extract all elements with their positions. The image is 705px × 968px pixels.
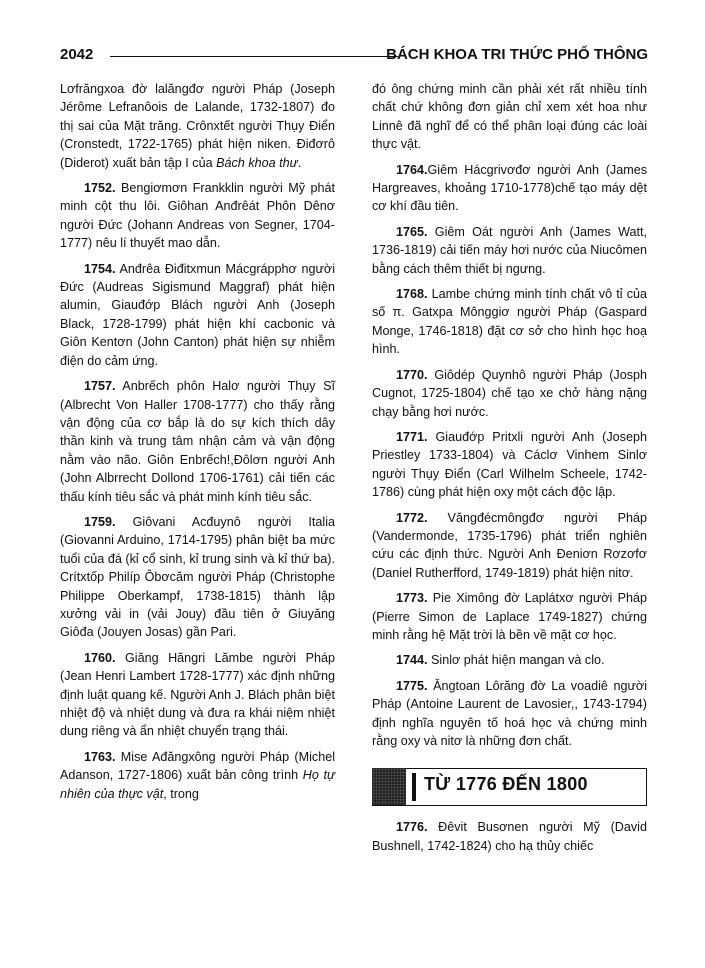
entry-paragraph xyxy=(372,285,647,359)
entry-paragraph xyxy=(372,80,647,154)
entry-text: Giêm Hácgrivơđơ người Anh (James Hargreaves, khoảng 1710-1778)chế tạo máy dệt cơ khí đầu tiên. xyxy=(372,162,647,214)
entry-text: Sinlơ phát hiện mangan và clo. xyxy=(427,653,605,668)
section-heading xyxy=(372,768,647,806)
entry-text: Bengiơmơn Frankklin người Mỹ phát minh cột thu lôi. Giôhan Anđrêát Phôn Dênơ người Đức (Johann Andreas von Segner, 1704-1777) nêu lí thuyết mao dẫn. xyxy=(60,181,335,251)
entry-year: 1764. xyxy=(396,162,428,177)
entry-text: Giauđớp Pritxli người Anh (Joseph Priestley 1733-1804) và Cáclơ Vinhem Sinlơ người Thụy Điển (Carl Wilhelm Scheele, 1742-1786) cùng phát hiện oxy một cách độc lập. xyxy=(372,429,647,500)
entry-text: Anbrếch phôn Halơ người Thụy Sĩ (Albrecht Von Haller 1708-1777) cho thấy rằng vận động của cơ bắp là do sự kích thích dây thần kinh và trung tâm nhận cảm và vận động nằm vào não. Giôn Enbrếch!,Đôlơn người Anh (John Albrrecht Dollond 1706-1761) cải tiến các thấu kính tiêu sắc và phát minh kính tiêu sắc. xyxy=(60,379,335,504)
section-bar xyxy=(412,773,416,801)
entry-year: 1775. xyxy=(396,678,428,693)
left-column xyxy=(60,80,335,810)
entry-year: 1757. xyxy=(84,379,116,394)
header-rule xyxy=(110,56,398,57)
entry-paragraph xyxy=(60,748,335,803)
entry-year: 1771. xyxy=(396,429,428,444)
page-header xyxy=(60,44,648,66)
entry-year: 1768. xyxy=(396,287,428,302)
entry-text: Giôdép Quynhô người Pháp (Josph Cugnot, 1725-1804) chế tạo xe chở hàng nặng chạy bằng hơi nước. xyxy=(372,367,647,419)
entry-text: Mise Ađăngxông người Pháp (Michel Adanson, 1727-1806) xuất bản công trình xyxy=(60,749,335,783)
entry-year: 1770. xyxy=(396,367,428,382)
entry-text: Đêvit Busơnen người Mỹ (David Bushnell, 1742-1824) cho hạ thủy chiếc xyxy=(372,820,647,853)
entry-year: 1765. xyxy=(396,224,428,239)
section-marker-icon xyxy=(372,768,406,805)
entry-paragraph xyxy=(60,179,335,253)
entry-year: 1744. xyxy=(396,653,428,668)
right-column xyxy=(372,80,647,862)
entry-text: Lơfrăngxoa đờ lalăngđơ người Pháp (Joseph Jérôme Lefranôois de Lalande, 1732-1807) đo thị sai của Mặt trăng. Crônxtết người Thụy Điển (Cronstedt, 1722-1765) phát hiện niken. Điđơrô (Diderot) xuất bản tập I của xyxy=(60,82,335,170)
entry-paragraph xyxy=(372,223,647,278)
entry-text: Pie Ximông đờ Laplátxơ người Pháp (Pierre Simon de Laplace 1749-1827) chứng minh rằng hệ Mặt trời là bền về mặt cơ học. xyxy=(372,591,647,642)
section-title: TỪ 1776 ĐẾN 1800 xyxy=(424,774,588,795)
page-number: 2042 xyxy=(60,46,94,63)
entry-italic-title: Họ tự nhiên của thực vật xyxy=(60,768,335,801)
entry-paragraph xyxy=(60,260,335,370)
entry-paragraph xyxy=(372,677,647,751)
entry-paragraph xyxy=(372,161,647,216)
entry-year: 1772. xyxy=(396,510,428,525)
entry-text: đó ông chứng minh cần phải xét rất nhiều tính chất chứ không đơn giản chỉ xem xét hoa như Linnê đã nghĩ để có thể phân loại đúng các loài thực vật. xyxy=(372,82,647,152)
entry-year: 1759. xyxy=(84,514,116,529)
entry-text: Giăng Hăngri Lămbe người Pháp (Jean Henri Lambert 1728-1777) xác định những định luật quang kế. Người Anh J. Blách phân biệt nhiệt độ và nhiệt dung và đưa ra khái niệm nhiệt dung riêng và ẩn nhiệt chuyển trạng thái. xyxy=(60,650,335,739)
entry-paragraph xyxy=(372,428,647,502)
entry-text: Ăngtoan Lôrăng đờ La voadiê người Pháp (Antoine Laurent de Lavosier,, 1743-1794) định nghĩa nguyên tố hoá học và chứng minh rằng oxy và nitơ là những đơn chất. xyxy=(372,678,647,748)
entry-text: Giôvani Acđuynô người Italia (Giovanni Arduino, 1714-1795) phân biệt ba mức tuổi của đá (kỉ cổ sinh, kỉ trung sinh và kỉ thứ ba). Crítxtốp Philíp Ôbơcăm người Pháp (Christophe Philippe Oberkampf, 1738-1815) thành lập xưởng vải in (vải Jouy) đầu tiên ở Giuyăng Giôđa (Jouyen Josas) gần Pari. xyxy=(60,514,335,640)
entry-paragraph xyxy=(372,651,647,669)
entry-paragraph xyxy=(372,366,647,421)
entry-text-tail: , trong xyxy=(163,786,199,801)
entry-paragraph xyxy=(372,818,647,855)
entry-year: 1754. xyxy=(84,261,116,276)
entry-paragraph xyxy=(60,513,335,642)
entry-paragraph xyxy=(60,649,335,741)
entry-year: 1773. xyxy=(396,591,428,606)
entry-text: Anđrêa Điđitxmun Mácgrápphơ người Đức (Audreas Sigismund Maggraf) phát hiện alumin, Giauđớp Blách người Anh (Joseph Black, 1728-1799) phát hiện khí cacbonic và Giôn Kentơn (John Canton) phát hiện sự nhiễm điện do cảm ứng. xyxy=(60,261,335,368)
entry-paragraph xyxy=(372,589,647,644)
entry-year: 1752. xyxy=(84,181,116,196)
entry-text: Lambe chứng minh tính chất vô tỉ của số π. Gatxpa Mônggiơ người Pháp (Gaspard Monge, 1746-1818) đặt cơ sở cho hình học hoạ hình. xyxy=(372,287,647,357)
entry-text-tail: . xyxy=(297,155,302,170)
entry-paragraph xyxy=(60,80,335,172)
entry-year: 1760. xyxy=(84,650,116,665)
entry-text: Giêm Oát người Anh (James Watt, 1736-1819) cải tiến máy hơi nước của Niucômen bằng cách thêm thiết bị ngưng. xyxy=(372,224,647,276)
entry-year: 1776. xyxy=(396,820,428,835)
entry-paragraph xyxy=(372,509,647,583)
entry-text: Văngđécmôngđơ người Pháp (Vandermonde, 1735-1796) phát triển nghiên cứu các định thức. Người Anh Đeniơn Rơzơfơ (Daniel Rutherfford, 1749-1819) phát hiện nitơ. xyxy=(372,510,647,580)
entry-paragraph xyxy=(60,377,335,506)
running-title: BÁCH KHOA TRI THỨC PHỔ THÔNG xyxy=(386,46,648,63)
entry-italic-title: Bách khoa thư xyxy=(216,155,298,170)
entry-year: 1763. xyxy=(84,749,116,764)
